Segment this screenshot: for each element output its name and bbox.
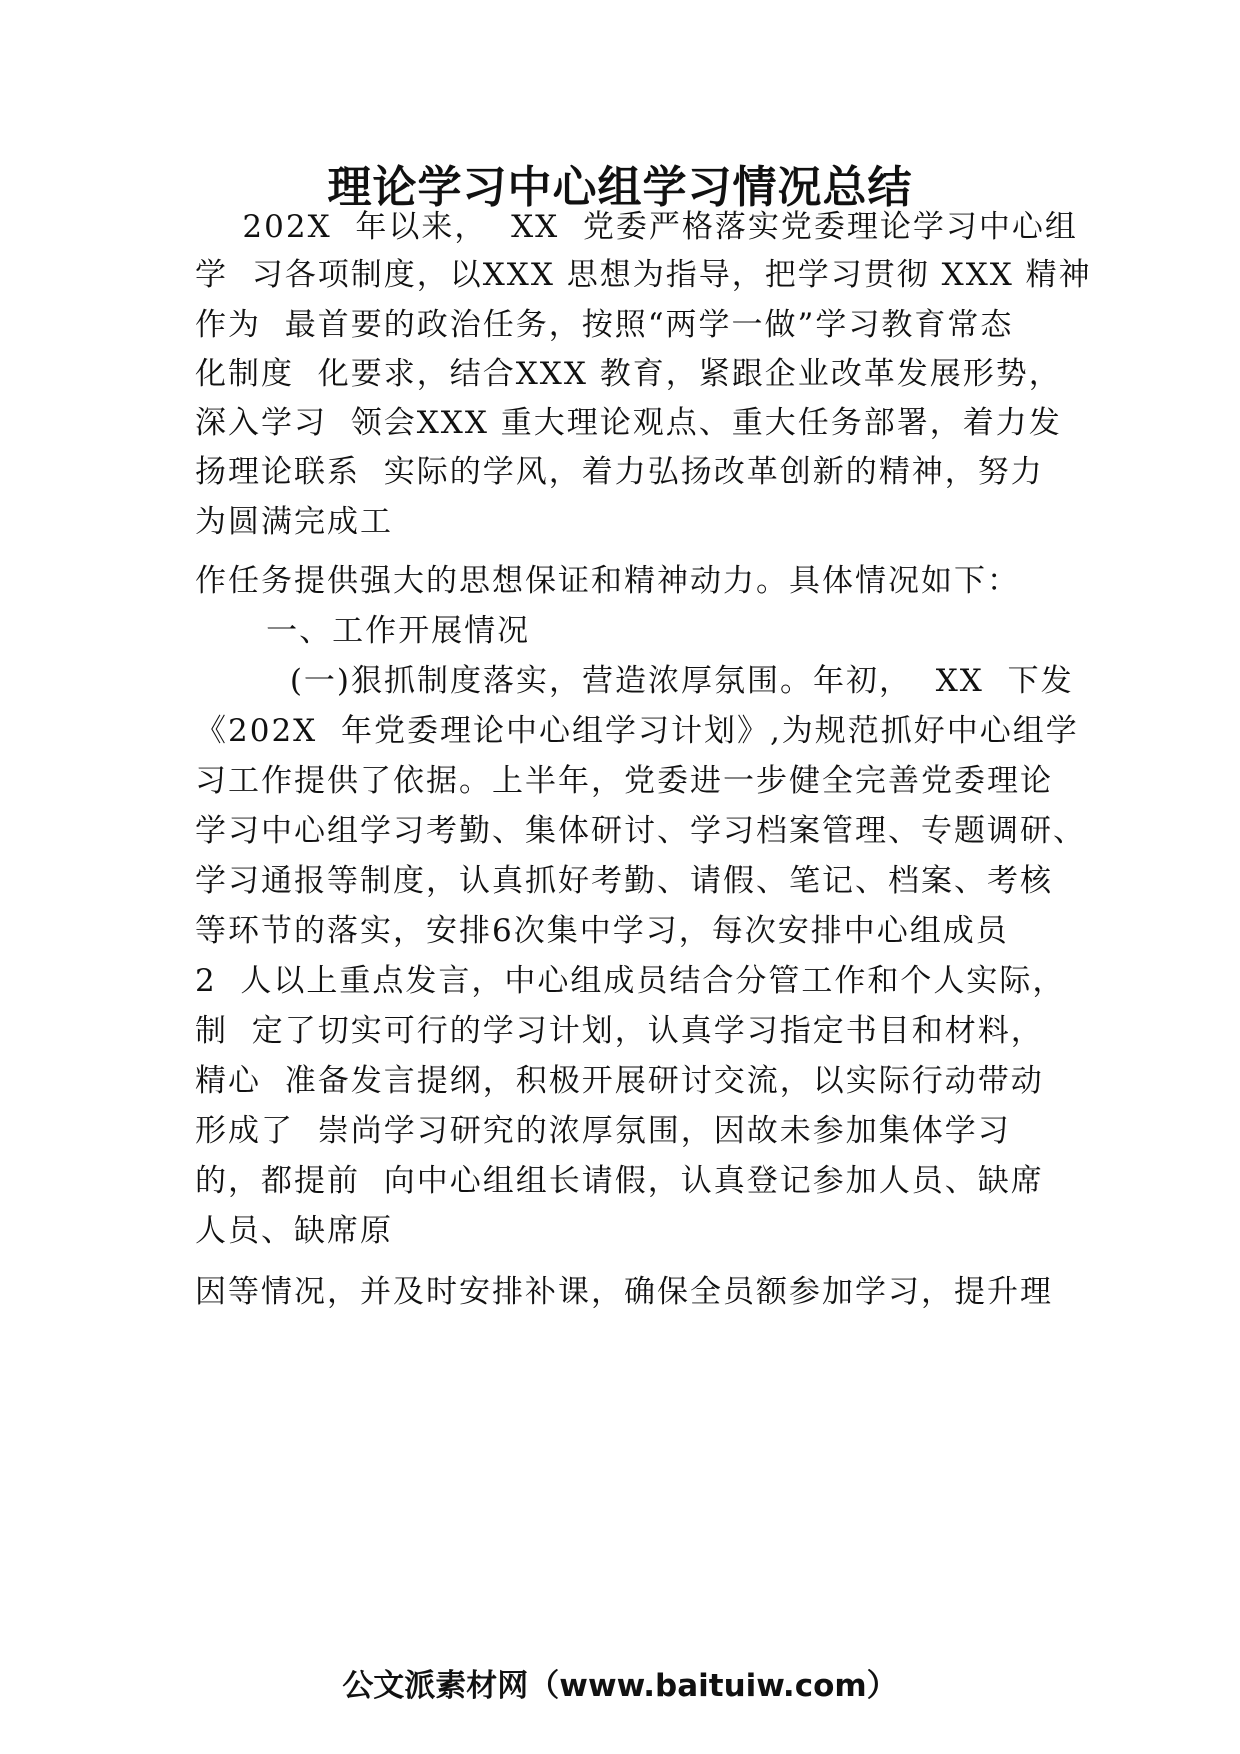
body-line: 学 习各项制度，以XXX 思想为指导，把学习贯彻 XXX 精神: [195, 257, 1092, 293]
section-heading: 一、工作开展情况: [195, 613, 531, 649]
body-line: 作任务提供强大的思想保证和精神动力。具体情况如下：: [195, 563, 1020, 599]
body-line: 《202X 年党委理论中心组学习计划》,为规范抓好中心组学: [195, 713, 1079, 749]
body-line: 形成了 崇尚学习研究的浓厚氛围，因故未参加集体学习: [195, 1113, 1011, 1149]
body-line: 的，都提前 向中心组组长请假，认真登记参加人员、缺席: [195, 1163, 1044, 1199]
body-line: 人员、缺席原: [195, 1213, 393, 1249]
body-line: 习工作提供了依据。上半年，党委进一步健全完善党委理论: [195, 763, 1053, 799]
document-title: 理论学习中心组学习情况总结: [327, 162, 913, 213]
body-line: 因等情况，并及时安排补课，确保全员额参加学习，提升理: [195, 1274, 1053, 1310]
body-line: 2 人以上重点发言，中心组成员结合分管工作和个人实际，: [195, 963, 1066, 999]
body-line: 扬理论联系 实际的学风，着力弘扬改革创新的精神，努力: [195, 454, 1044, 490]
footer-watermark: 公文派素材网（www.baituiw.com）: [342, 1668, 898, 1704]
body-line: 为圆满完成工: [195, 504, 393, 540]
body-line: (一)狠抓制度落实，营造浓厚氛围。年初， XX 下发: [195, 663, 1074, 699]
body-line: 学习中心组学习考勤、集体研讨、学习档案管理、专题调研、: [195, 813, 1086, 849]
body-line: 制 定了切实可行的学习计划，认真学习指定书目和材料，: [195, 1013, 1044, 1049]
body-line: 等环节的落实，安排6次集中学习，每次安排中心组成员: [195, 913, 1009, 949]
body-line: 202X 年以来， XX 党委严格落实党委理论学习中心组: [195, 209, 1078, 245]
body-line: 深入学习 领会XXX 重大理论观点、重大任务部署，着力发: [195, 405, 1062, 441]
body-line: 作为 最首要的政治任务，按照“两学一做”学习教育常态: [195, 307, 1014, 343]
body-line: 精心 准备发言提纲，积极开展研讨交流，以实际行动带动: [195, 1063, 1044, 1099]
body-line: 化制度 化要求，结合XXX 教育，紧跟企业改革发展形势，: [195, 356, 1062, 392]
body-line: 学习通报等制度，认真抓好考勤、请假、笔记、档案、考核: [195, 863, 1053, 899]
